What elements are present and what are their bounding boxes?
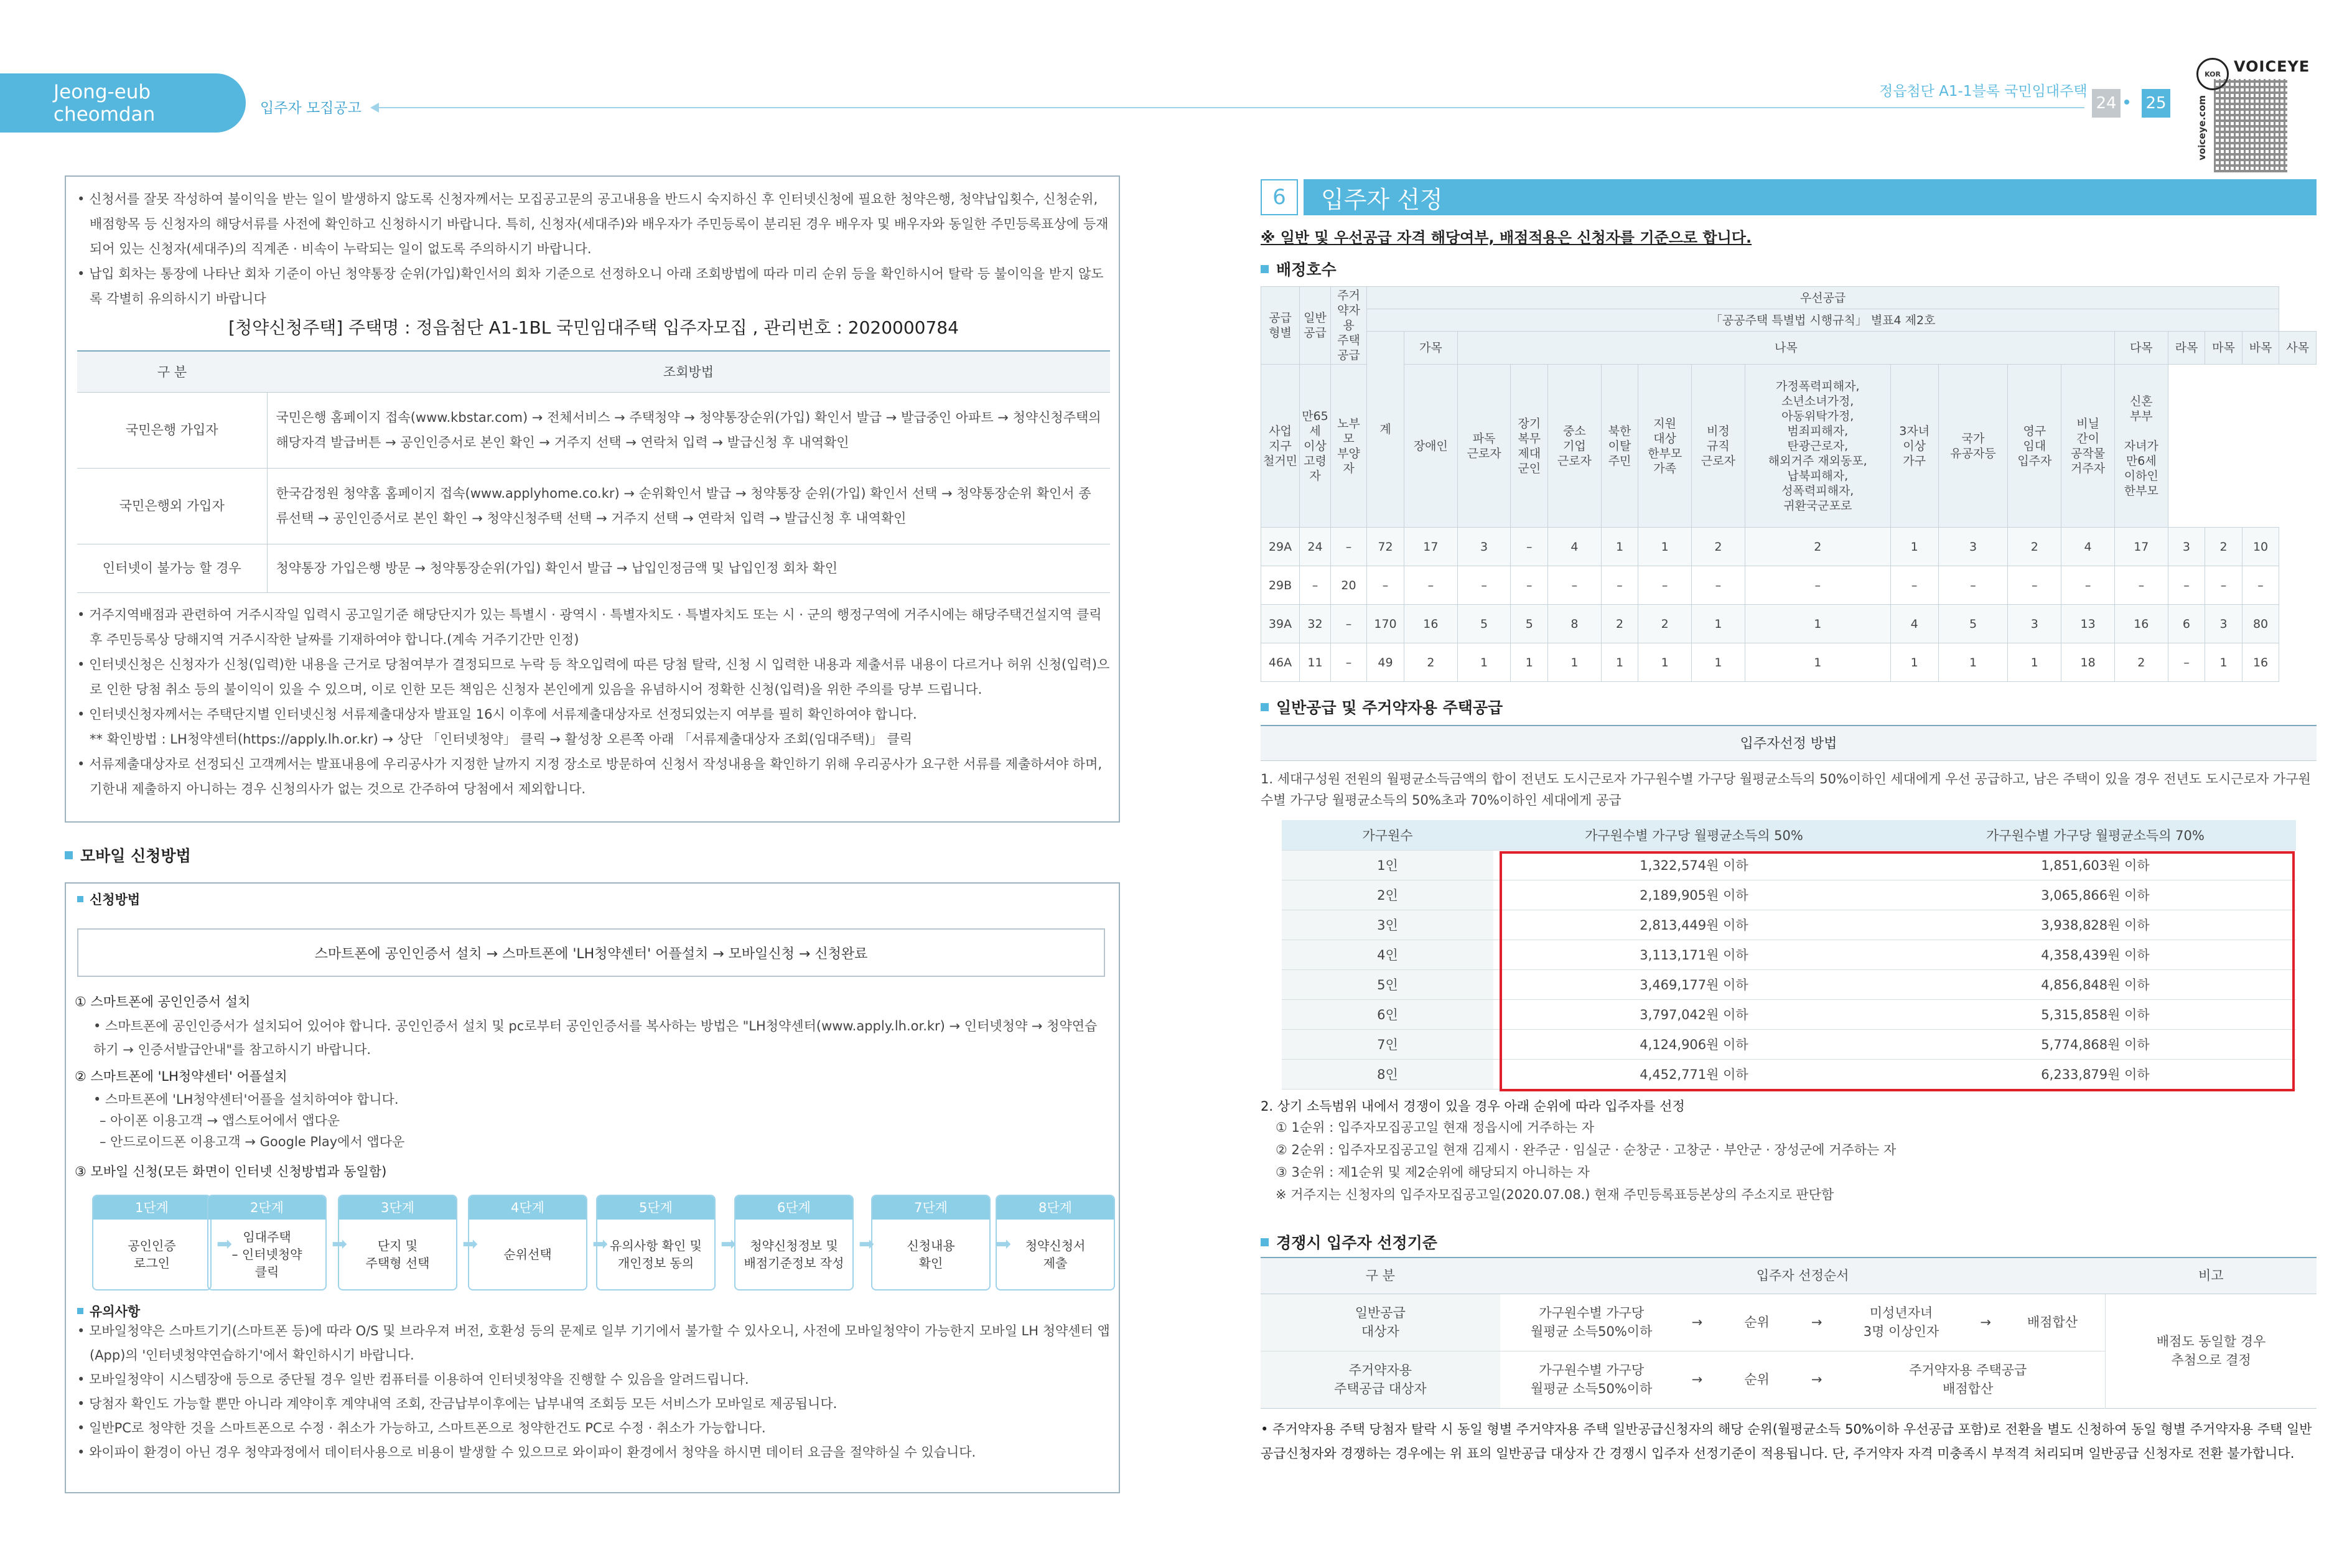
priority-cell: – <box>1692 566 1745 605</box>
priority-cell: 1 <box>1890 643 1938 682</box>
mobile-step-header: 6단계 <box>735 1196 852 1220</box>
income-cell: 7인 <box>1282 1029 1493 1059</box>
mobile-step <box>596 1195 716 1290</box>
competition-table <box>1261 1257 2317 1409</box>
competition-cell: 미성년자녀 3명 이상인자 <box>1863 1305 1939 1339</box>
income-cell: 4,124,906원 이하 <box>1493 1029 1895 1059</box>
header-rule <box>373 107 2084 108</box>
priority-cell: 39A <box>1261 605 1300 643</box>
notice-bullet: • 서류제출대상자로 선정되신 고객께서는 발표내용에 우리공사가 지정한 날까지 지정 장소로 방문하여 신청서 작성내용을 확인하기 위해 우리공사가 요구한 서류를 제출하셔야 하며, 기한내 제출하지 아니하는 경우 신청의사가 없는 것으로 간주하여 당첨에서 제외합니다. <box>77 752 1110 801</box>
note-item: • 모바일청약이 시스템장애 등으로 중단될 경우 일반 컴퓨터를 이용하여 인터넷청약을 진행할 수 있음을 알려드립니다. <box>77 1368 1110 1392</box>
priority-cell: 2 <box>1601 605 1638 643</box>
priority-cell: 4 <box>1548 528 1602 566</box>
confirm-method: ** 확인방법 : LH청약센터(https://apply.lh.or.kr) → 상단 「인터넷청약」 클릭 → 활성창 오른쪽 아래 「서류제출대상자 조회(임대주택)」 클릭 <box>90 732 913 747</box>
arrow-icon: → <box>1811 1315 1822 1330</box>
priority-cell: 1 <box>2205 643 2242 682</box>
priority-cell: – <box>1548 566 1602 605</box>
priority-sub-col: 비정 규직 근로자 <box>1692 365 1745 528</box>
mobile-step <box>92 1195 212 1290</box>
priority-cell: 1 <box>1638 528 1692 566</box>
after-bullets <box>77 602 1110 801</box>
priority-cell: – <box>1601 566 1638 605</box>
priority-cell: – <box>2242 566 2279 605</box>
priority-cell: 80 <box>2242 605 2279 643</box>
priority-title <box>1261 258 1337 280</box>
mobile-step-header: 5단계 <box>597 1196 714 1220</box>
competition-title-label: 경쟁시 입주자 선정기준 <box>1276 1234 1437 1252</box>
income-cell: 3,065,866원 이하 <box>1895 880 2296 910</box>
section-title-bar <box>1304 179 2317 215</box>
priority-group: 마목 <box>2205 332 2242 365</box>
priority-sub-col: 국가 유공자등 <box>1938 365 2008 528</box>
section-title: 입주자 선정 <box>1321 185 1443 213</box>
priority-top-header: 우선공급 <box>1367 287 2279 309</box>
mobile-step-header: 1단계 <box>93 1196 210 1220</box>
notice-bullet: • 인터넷신청은 신청자가 신청(입력)한 내용을 근거로 당첨여부가 결정되므로 누락 등 착오입력에 따른 당첨 탈락, 신청 시 입력한 내용과 제출서류 내용이 다르거나 허위 신청(입력)으로 인한 당첨 취소 등의 불이익이 있을 수 있으며, 이로 인한 모든 책임은 신청자 본인에게 있음을 유념하시어 정확한 신청(입력)을 위한 주의를 당부 드립니다. <box>77 652 1110 702</box>
priority-sub-col: 노부모 부양자 <box>1331 365 1367 528</box>
notice-bullet: • 인터넷신청자께서는 주택단지별 인터넷신청 서류제출대상자 발표일 16시 이후에 서류제출대상자로 선정되었는지 여부를 필히 확인하여야 합니다. <box>77 702 1110 727</box>
priority-cell: – <box>1404 566 1458 605</box>
note-item: • 와이파이 환경이 아닌 경우 청약과정에서 데이터사용으로 비용이 발생할 수 있으므로 와이파이 환경에서 청약을 하시면 데이터 요금을 절약하실 수 있습니다. <box>77 1440 1110 1465</box>
income-cell: 3,797,042원 이하 <box>1493 999 1895 1029</box>
priority-cell: 1 <box>1890 528 1938 566</box>
step-arrow-icon: ➡ <box>217 1233 233 1255</box>
priority-cell: 3 <box>2205 605 2242 643</box>
income-cell: 3,113,171원 이하 <box>1493 940 1895 969</box>
general-table-title: 입주자선정 방법 <box>1261 725 2317 761</box>
income-cell: 2,813,449원 이하 <box>1493 910 1895 940</box>
table-row <box>1261 566 2317 605</box>
competition-header: 구 분 <box>1261 1258 1500 1294</box>
general-item2: 2. 상기 소득범위 내에서 경쟁이 있을 경우 아래 순위에 따라 입주자를 선정 <box>1261 1099 1685 1114</box>
priority-cell: 1 <box>1548 643 1602 682</box>
mobile-step-body: 유의사항 확인 및 개인정보 동의 <box>610 1238 702 1271</box>
income-cell: 5,774,868원 이하 <box>1895 1029 2296 1059</box>
income-cell: 4,358,439원 이하 <box>1895 940 2296 969</box>
priority-cell: 3 <box>2168 528 2205 566</box>
priority-sub-col: 신혼 부부 자녀가 만6세 이하인 한부모 <box>2114 365 2168 528</box>
priority-cell: 4 <box>1890 605 1938 643</box>
priority-col-total: 계 <box>1367 332 1404 528</box>
priority-group: 사목 <box>2279 332 2317 365</box>
income-cell: 1인 <box>1282 850 1493 880</box>
competition-cell: 주거약자용 주택공급 배점합산 <box>1909 1363 2027 1396</box>
mobile-step2-title: ② 스마트폰에 'LH청약센터' 어플설치 <box>75 1069 287 1084</box>
mobile-step <box>734 1195 854 1290</box>
priority-cell: 46A <box>1261 643 1300 682</box>
priority-rule-header: 「공공주택 특별법 시행규칙」 별표4 제2호 <box>1367 309 2279 332</box>
intro-bullets <box>77 187 1110 311</box>
header-subtitle: 입주자 모집공고 <box>260 100 362 116</box>
priority-cell: 29B <box>1261 566 1300 605</box>
priority-cell: – <box>2168 566 2205 605</box>
certification-seal-icon: KOR <box>2196 58 2229 90</box>
priority-cell: 4 <box>2061 528 2115 566</box>
table-row <box>1261 528 2317 566</box>
mobile-sub-label: 신청방법 <box>90 892 141 907</box>
priority-cell: 18 <box>2061 643 2115 682</box>
inquiry-table <box>77 350 1110 593</box>
competition-cell: 배점합산 <box>2027 1315 2078 1330</box>
income-cell: 8인 <box>1282 1059 1493 1089</box>
mobile-step-header: 3단계 <box>339 1196 456 1220</box>
priority-group: 바목 <box>2242 332 2279 365</box>
priority-cell: 3 <box>1457 528 1511 566</box>
priority-cell: – <box>2168 643 2205 682</box>
step-arrow-icon: ➡ <box>592 1233 609 1255</box>
priority-cell: 1 <box>1601 643 1638 682</box>
inquiry-label: 인터넷이 불가능 할 경우 <box>77 544 267 592</box>
mobile-step-header: 8단계 <box>997 1196 1114 1220</box>
priority-cell: 3 <box>1938 528 2008 566</box>
competition-footnote: • 주거약자용 주택 당첨자 탈락 시 동일 형별 주거약자용 주택 일반공급신청자의 해당 순위(월평균소득 50%이하 우선공급 포함)로 전환을 별도 신청하여 동일 형별 주거약자용 주택 일반공급신청자와 경쟁하는 경우에는 위 표의 일반공급 대상자 간 경쟁시 입주자 선정기준이 적용됩니다. 단, 주거약자 자격 미충족시 부적격 처리되며 일반공급 신청자로 전환 불가합니다. <box>1261 1422 2312 1461</box>
arrow-icon: → <box>1691 1372 1703 1387</box>
header-tab-label: Jeong-eub cheomdan <box>54 80 156 126</box>
intro-bullet: • 납입 회차는 통장에 나타난 회차 기준이 아닌 청약통장 순위(가입)확인서의 회차 기준으로 선정하오니 아래 조회방법에 따라 미리 순위 등을 확인하시어 탈락 등 불이익을 받지 않도록 각별히 유의하시기 바랍니다 <box>77 261 1110 311</box>
priority-group: 가목 <box>1404 332 1458 365</box>
step-arrow-icon: ➡ <box>462 1233 478 1255</box>
priority-cell: – <box>2205 566 2242 605</box>
selection-note: ※ 일반 및 우선공급 자격 해당여부, 배점적용은 신청자를 기준으로 합니다. <box>1261 229 1752 246</box>
income-cell: 1,851,603원 이하 <box>1895 850 2296 880</box>
priority-cell: – <box>1300 566 1331 605</box>
income-header: 가구원수 <box>1282 820 1493 850</box>
income-cell: 3인 <box>1282 910 1493 940</box>
mobile-flow <box>77 928 1105 977</box>
arrow-icon: → <box>1811 1372 1822 1387</box>
income-cell: 4,856,848원 이하 <box>1895 969 2296 999</box>
income-cell: 2,189,905원 이하 <box>1493 880 1895 910</box>
priority-table <box>1261 286 2317 682</box>
mobile-flow-text: 스마트폰에 공인인증서 설치 → 스마트폰에 'LH청약센터' 어플설치 → 모바일신청 → 신청완료 <box>314 946 868 962</box>
mobile-step-body: 공인인증 로그인 <box>128 1238 176 1271</box>
priority-cell: – <box>1638 566 1692 605</box>
inquiry-header-category: 구 분 <box>77 351 267 392</box>
inquiry-text: 청약통장 가입은행 방문 → 청약통장순위(가입) 확인서 발급 → 납입인정금액 및 납입인정 회차 확인 <box>267 544 1110 592</box>
rank-item: ① 1순위 : 입주자모집공고일 현재 정읍시에 거주하는 자 <box>1276 1120 1594 1135</box>
mobile-section-label: 모바일 신청방법 <box>80 847 191 865</box>
priority-cell: 72 <box>1367 528 1404 566</box>
priority-cell: 16 <box>1404 605 1458 643</box>
income-header: 가구원수별 가구당 월평균소득의 70% <box>1895 820 2296 850</box>
table-row <box>1261 1294 2317 1351</box>
priority-cell: 1 <box>2008 643 2061 682</box>
general-item1: 1. 세대구성원 전원의 월평균소득금액의 합이 전년도 도시근로자 가구원수별 가구당 월평균소득의 50%이하인 세대에게 우선 공급하고, 남은 주택이 있을 경우 전년도 도시근로자 가구원수별 가구당 월평균소득의 50%초과 70%이하인 세대에게 공급 <box>1261 772 2311 808</box>
section-number: 6 <box>1261 179 1298 215</box>
page-number-left: 24 <box>2092 89 2121 118</box>
priority-sub-col: 중소 기업 근로자 <box>1548 365 1602 528</box>
income-cell: 6,233,879원 이하 <box>1895 1059 2296 1089</box>
mobile-step2-line: • 스마트폰에 'LH청약센터'어플을 설치하여야 합니다. <box>93 1092 399 1107</box>
priority-cell: 17 <box>1404 528 1458 566</box>
page-number-right: 25 <box>2142 89 2170 118</box>
priority-cell: 49 <box>1367 643 1404 682</box>
notes-title <box>77 1302 140 1320</box>
priority-cell: – <box>1511 528 1548 566</box>
priority-sub-col: 지원 대상 한부모 가족 <box>1638 365 1692 528</box>
arrow-icon: → <box>1980 1315 1992 1330</box>
mobile-step <box>996 1195 1115 1290</box>
priority-sub-col: 북한 이탈 주민 <box>1601 365 1638 528</box>
rank-list <box>1276 1116 2315 1206</box>
step-arrow-icon: ➡ <box>332 1233 348 1255</box>
priority-group: 다목 <box>2114 332 2168 365</box>
priority-sub-col: 만65세 이상 고령자 <box>1300 365 1331 528</box>
priority-cell: 2 <box>2114 643 2168 682</box>
income-cell: 4,452,771원 이하 <box>1493 1059 1895 1089</box>
competition-cell: 가구원수별 가구당 월평균 소득50%이하 <box>1531 1305 1653 1339</box>
inquiry-text: 국민은행 홈페이지 접속(www.kbstar.com) → 전체서비스 → 주택청약 → 청약통장순위(가입) 확인서 발급 → 발급중인 아파트 → 청약신청주택의 해당자격 발급버튼 → 공인인증서로 본인 확인 → 거주지 선택 → 연락처 입력 → 발급신청 후 내역확인 <box>267 392 1110 468</box>
priority-sub-col: 파독 근로자 <box>1457 365 1511 528</box>
mobile-step-body: 청약신청정보 및 배점기준정보 작성 <box>744 1238 844 1271</box>
table-row <box>1261 605 2317 643</box>
mobile-sub-title <box>77 890 140 908</box>
arrow-icon: → <box>1691 1315 1703 1330</box>
priority-sub-col: 비닐 간이 공작물 거주자 <box>2061 365 2115 528</box>
mobile-notes <box>77 1319 1110 1465</box>
competition-note: 배점도 동일할 경우 추첨으로 결정 <box>2106 1294 2317 1408</box>
general-title <box>1261 696 1503 718</box>
inquiry-header-method: 조회방법 <box>267 351 1110 392</box>
inquiry-label: 국민은행 가입자 <box>77 392 267 468</box>
voiceye-brand: VOICEYE <box>2234 58 2310 75</box>
priority-col-weak: 주거 약자용 주택 공급 <box>1331 287 1367 365</box>
priority-cell: – <box>1745 566 1890 605</box>
priority-sub-col: 가정폭력피해자, 소년소녀가정, 아동위탁가정, 범죄피해자, 탄광근로자, 해외거주 재외동포, 납북피해자, 성폭력피해자, 귀환국군포로 <box>1745 365 1890 528</box>
income-cell: 2인 <box>1282 880 1493 910</box>
income-cell: 1,322,574원 이하 <box>1493 850 1895 880</box>
general-table-wrap <box>1261 725 2317 761</box>
mobile-step-body: 임대주택 – 인터넷청약 클릭 <box>231 1230 302 1279</box>
income-cell: 4인 <box>1282 940 1493 969</box>
page-dot <box>2124 100 2129 105</box>
priority-cell: 170 <box>1367 605 1404 643</box>
mobile-step <box>871 1195 991 1290</box>
mobile-step-header: 2단계 <box>208 1196 325 1220</box>
voiceye-url: voiceye.com <box>2196 95 2208 161</box>
priority-cell: – <box>1938 566 2008 605</box>
priority-cell: 1 <box>1511 643 1548 682</box>
note-item: • 모바일청약은 스마트기기(스마트폰 등)에 따라 O/S 및 브라우져 버전, 호환성 등의 문제로 일부 기기에서 불가할 수 있사오니, 사전에 모바일청약이 가능한지 모바일 LH 청약센터 앱(App)의 '인터넷청약연습하기'에서 확인하시기 바랍니다. <box>77 1319 1110 1368</box>
inquiry-text: 한국감정원 청약홈 홈페이지 접속(www.applyhome.co.kr) → 순위확인서 발급 → 청약통장 순위(가입) 확인서 선택 → 청약통장순위 확인서 종류선택 → 공인인증서로 본인 확인 → 청약신청주택 선택 → 거주지 선택 → 연락처 입력 → 발급신청 후 내역확인 <box>267 468 1110 544</box>
general-title-label: 일반공급 및 주거약자용 주택공급 <box>1276 699 1503 717</box>
mobile-step <box>338 1195 457 1290</box>
priority-cell: 29A <box>1261 528 1300 566</box>
voiceye-code-icon <box>2214 79 2287 172</box>
house-title: [청약신청주택] 주택명 : 정읍첨단 A1-1BL 국민임대주택 입주자모집 , 관리번호 : 2020000784 <box>228 317 959 338</box>
priority-cell: 11 <box>1300 643 1331 682</box>
priority-sub-col: 사업 지구 철거민 <box>1261 365 1300 528</box>
table-row <box>77 544 1110 592</box>
priority-cell: 3 <box>2008 605 2061 643</box>
priority-sub-col: 3자녀 이상 가구 <box>1890 365 1938 528</box>
priority-cell: 1 <box>1745 605 1890 643</box>
priority-cell: 1 <box>1692 605 1745 643</box>
notice-bullet: • 거주지역배점과 관련하여 거주시작일 입력시 공고일기준 해당단지가 있는 특별시 · 광역시 · 특별자치도 · 특별자치도 또는 시 · 군의 행정구역에 거주시에는 해당주택건설지역 클릭 후 주민등록상 당해지역 거주시작한 날짜를 기재하여야 합니다.(계속 거주기간만 인정) <box>77 602 1110 652</box>
priority-cell: 1 <box>1745 643 1890 682</box>
priority-cell: 5 <box>1511 605 1548 643</box>
step-arrow-icon: ➡ <box>859 1233 875 1255</box>
mobile-step2-line: – 안드로이드폰 이용고객 → Google Play에서 앱다운 <box>100 1134 405 1149</box>
inquiry-label: 국민은행외 가입자 <box>77 468 267 544</box>
income-cell: 6인 <box>1282 999 1493 1029</box>
competition-cell: 순위 <box>1744 1315 1770 1330</box>
step-arrow-icon: ➡ <box>996 1233 1012 1255</box>
priority-cell: 2 <box>2008 528 2061 566</box>
header-right-title: 정읍첨단 A1-1블록 국민임대주택 <box>1879 83 2088 100</box>
priority-cell: 32 <box>1300 605 1331 643</box>
priority-cell: 2 <box>2205 528 2242 566</box>
priority-cell: 1 <box>1457 643 1511 682</box>
competition-label: 주거약자용 주택공급 대상자 <box>1261 1351 1500 1408</box>
priority-group: 라목 <box>2168 332 2205 365</box>
priority-cell: 13 <box>2061 605 2115 643</box>
priority-cell: 6 <box>2168 605 2205 643</box>
table-row <box>77 392 1110 468</box>
priority-cell: – <box>1457 566 1511 605</box>
mobile-step2-line: – 아이폰 이용고객 → 앱스토어에서 앱다운 <box>100 1113 340 1128</box>
priority-col-type: 공급 형별 <box>1261 287 1300 365</box>
priority-cell: 1 <box>1938 643 2008 682</box>
priority-sub-col: 영구 임대 입주자 <box>2008 365 2061 528</box>
priority-cell: – <box>1890 566 1938 605</box>
table-row <box>77 468 1110 544</box>
priority-cell: – <box>1331 605 1367 643</box>
priority-cell: 1 <box>1638 643 1692 682</box>
rank-item: ※ 거주지는 신청자의 입주자모집공고일(2020.07.08.) 현재 주민등록표등본상의 주소지로 판단함 <box>1276 1187 1834 1202</box>
priority-cell: 10 <box>2242 528 2279 566</box>
mobile-section-title <box>65 844 191 866</box>
table-row <box>1282 820 2296 850</box>
priority-cell: 1 <box>1692 643 1745 682</box>
competition-label: 일반공급 대상자 <box>1261 1294 1500 1351</box>
priority-cell: 2 <box>1638 605 1692 643</box>
mobile-step-body: 신청내용 확인 <box>907 1238 955 1271</box>
priority-group: 나목 <box>1457 332 2114 365</box>
income-cell: 3,469,177원 이하 <box>1493 969 1895 999</box>
priority-cell: – <box>2061 566 2115 605</box>
mobile-step <box>207 1195 327 1290</box>
mobile-step1-title: ① 스마트폰에 공인인증서 설치 <box>75 994 251 1009</box>
priority-cell: 2 <box>1745 528 1890 566</box>
priority-cell: – <box>2008 566 2061 605</box>
competition-header: 입주자 선정순서 <box>1500 1258 2106 1294</box>
priority-cell: – <box>1511 566 1548 605</box>
competition-title <box>1261 1231 1437 1253</box>
note-item: • 당첨자 확인도 가능할 뿐만 아니라 계약이후 계약내역 조회, 잔금납부이후에는 납부내역 조회등 모든 서비스가 모바일로 제공됩니다. <box>77 1392 1110 1416</box>
income-cell: 3,938,828원 이하 <box>1895 910 2296 940</box>
mobile-steps-text <box>75 989 1108 1062</box>
mobile-step-header: 4단계 <box>469 1196 586 1220</box>
income-cell: 5인 <box>1282 969 1493 999</box>
voiceye-logo <box>2196 58 2310 176</box>
mobile-step-body: 순위선택 <box>503 1247 552 1262</box>
mobile-step <box>468 1195 587 1290</box>
priority-cell: 17 <box>2114 528 2168 566</box>
mobile-step1-text: • 스마트폰에 공인인증서가 설치되어 있어야 합니다. 공인인증서 설치 및 pc로부터 공인인증서를 복사하는 방법은 "LH청약센터(www.apply.lh.or.kr) → 인터넷청약 → 청약연습하기 → 인증서발급안내"를 참고하시기 바랍니다. <box>93 1019 1098 1057</box>
mobile-step-body: 단지 및 주택형 선택 <box>365 1238 430 1271</box>
mobile-step-header: 7단계 <box>872 1196 989 1220</box>
mobile-step2 <box>75 1064 1108 1152</box>
priority-cell: 20 <box>1331 566 1367 605</box>
income-header: 가구원수별 가구당 월평균소득의 50% <box>1493 820 1895 850</box>
priority-cell: 2 <box>1692 528 1745 566</box>
mobile-step3-title: ③ 모바일 신청(모든 화면이 인터넷 신청방법과 동일함) <box>75 1164 387 1179</box>
priority-cell: 8 <box>1548 605 1602 643</box>
header-tab <box>0 73 246 133</box>
competition-header: 비고 <box>2106 1258 2317 1294</box>
priority-cell: 5 <box>1938 605 2008 643</box>
priority-cell: 2 <box>1404 643 1458 682</box>
priority-cell: – <box>2114 566 2168 605</box>
table-row <box>1261 643 2317 682</box>
priority-sub-col: 장기 복무 제대 군인 <box>1511 365 1548 528</box>
priority-cell: – <box>1331 528 1367 566</box>
competition-cell: 가구원수별 가구당 월평균 소득50%이하 <box>1531 1363 1653 1396</box>
priority-cell: – <box>1331 643 1367 682</box>
priority-cell: 16 <box>2242 643 2279 682</box>
rank-item: ② 2순위 : 입주자모집공고일 현재 김제시 · 완주군 · 임실군 · 순창군 · 고창군 · 부안군 · 장성군에 거주하는 자 <box>1276 1142 1897 1157</box>
step-arrow-icon: ➡ <box>721 1233 737 1255</box>
priority-sub-col: 장애인 <box>1404 365 1458 528</box>
priority-cell: 1 <box>1601 528 1638 566</box>
priority-cell: 5 <box>1457 605 1511 643</box>
rank-item: ③ 3순위 : 제1순위 및 제2순위에 해당되지 아니하는 자 <box>1276 1165 1590 1180</box>
intro-bullet: • 신청서를 잘못 작성하여 불이익을 받는 일이 발생하지 않도록 신청자께서는 모집공고문의 공고내용을 반드시 숙지하신 후 인터넷신청에 필요한 청약은행, 청약납입횟수, 신청순위, 배점항목 등 신청자의 해당서류를 사전에 확인하고 신청하시기 바랍니다. 특히, 신청자(세대주)와 배우자가 주민등록이 분리된 경우 배우자 및 배우자와 동일한 주민등록표상에 등재되어 있는 신청자(세대주)의 직계존 · 비속이 누락되는 일이 없도록 주의하시기 바랍니다. <box>77 187 1110 261</box>
highlight-box <box>1500 851 2295 1091</box>
priority-col-general: 일반 공급 <box>1300 287 1331 365</box>
priority-cell: – <box>1367 566 1404 605</box>
competition-cell: 순위 <box>1744 1372 1770 1387</box>
priority-title-label: 배정호수 <box>1276 261 1337 279</box>
note-item: • 일반PC로 청약한 것을 스마트폰으로 수정 · 취소가 가능하고, 스마트폰으로 청약한건도 PC로 수정 · 취소가 가능합니다. <box>77 1416 1110 1440</box>
notes-label: 유의사항 <box>90 1304 141 1319</box>
mobile-step-body: 청약신청서 제출 <box>1025 1238 1086 1271</box>
income-cell: 5,315,858원 이하 <box>1895 999 2296 1029</box>
priority-cell: 24 <box>1300 528 1331 566</box>
priority-cell: 16 <box>2114 605 2168 643</box>
